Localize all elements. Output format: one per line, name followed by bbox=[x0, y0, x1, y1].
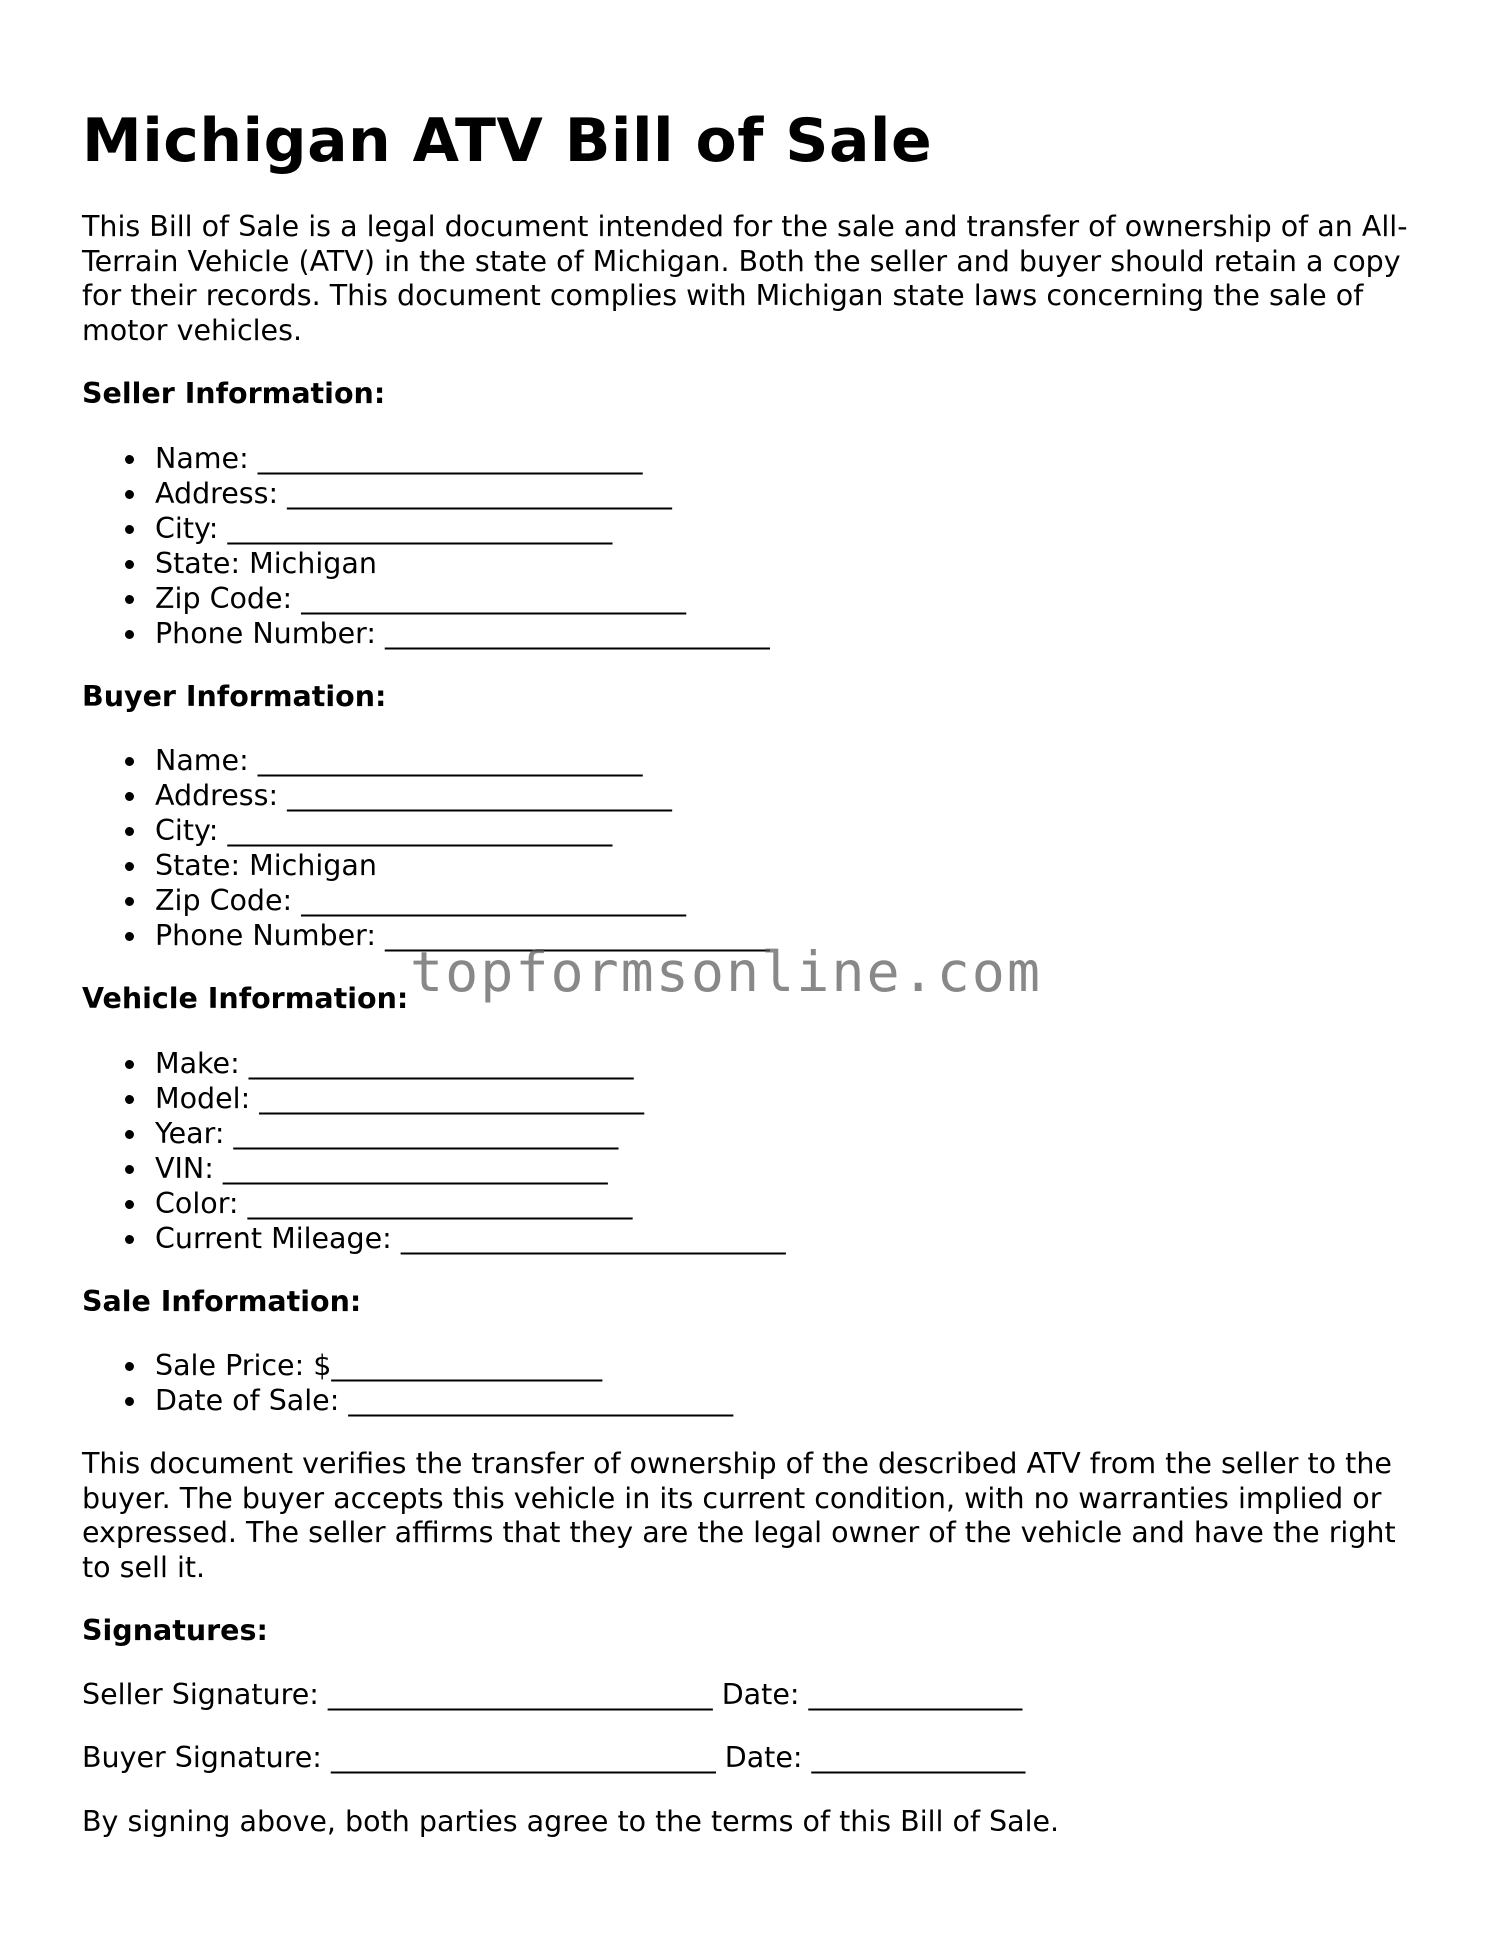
agreement-statement: By signing above, both parties agree to the terms of this Bill of Sale. bbox=[82, 1804, 1060, 1838]
vehicle-heading: Vehicle Information: bbox=[82, 982, 409, 1015]
seller-list bbox=[82, 441, 1422, 651]
sale-date-field: Date of Sale: ___________________________ bbox=[82, 1383, 1422, 1418]
seller-heading: Seller Information: bbox=[82, 377, 386, 410]
sale-heading: Sale Information: bbox=[82, 1284, 362, 1318]
document-page bbox=[82, 98, 1422, 1839]
seller-phone-field: Phone Number: ___________________________ bbox=[82, 616, 1422, 651]
seller-address-field: Address: ___________________________ bbox=[82, 476, 1422, 511]
vehicle-make-field: Make: ___________________________ bbox=[82, 1046, 1422, 1081]
intro-paragraph: This Bill of Sale is a legal document intended for the sale and transfer of ownership of an All-Terrain Vehicle (ATV) in the state of Michigan. Both the seller and buyer should retain a copy for their records. This document complies with Michigan state laws concerning the sale of motor vehicles. bbox=[82, 210, 1408, 347]
seller-state-field: State: Michigan bbox=[82, 546, 1422, 581]
vehicle-list bbox=[82, 1046, 1422, 1256]
buyer-state-field: State: Michigan bbox=[82, 848, 1422, 883]
buyer-name-field: Name: ___________________________ bbox=[82, 743, 1422, 778]
seller-name-field: Name: ___________________________ bbox=[82, 441, 1422, 476]
buyer-signature-line: Buyer Signature: ___________________________ Date: _______________ bbox=[82, 1741, 1026, 1774]
buyer-list bbox=[82, 743, 1422, 953]
closing-paragraph: This document verifies the transfer of ownership of the described ATV from the seller to the buyer. The buyer accepts this vehicle in its current condition, with no warranties implied or expressed. The seller affirms that they are the legal owner of the vehicle and have the right to sell it. bbox=[82, 1447, 1396, 1584]
buyer-city-field: City: ___________________________ bbox=[82, 813, 1422, 848]
document-title: Michigan ATV Bill of Sale bbox=[82, 106, 933, 176]
buyer-heading: Buyer Information: bbox=[82, 679, 387, 713]
sale-list bbox=[82, 1348, 1422, 1418]
vehicle-vin-field: VIN: ___________________________ bbox=[82, 1151, 1422, 1186]
watermark-text: topformsonline.com bbox=[410, 940, 1043, 1004]
sale-price-field: Sale Price: $___________________ bbox=[82, 1348, 1422, 1383]
vehicle-year-field: Year: ___________________________ bbox=[82, 1116, 1422, 1151]
seller-zip-field: Zip Code: ___________________________ bbox=[82, 581, 1422, 616]
vehicle-color-field: Color: ___________________________ bbox=[82, 1186, 1422, 1221]
seller-city-field: City: ___________________________ bbox=[82, 511, 1422, 546]
seller-signature-line: Seller Signature: ___________________________ Date: _______________ bbox=[82, 1677, 1023, 1711]
signatures-heading: Signatures: bbox=[82, 1614, 268, 1647]
vehicle-mileage-field: Current Mileage: ___________________________ bbox=[82, 1221, 1422, 1256]
buyer-zip-field: Zip Code: ___________________________ bbox=[82, 883, 1422, 918]
buyer-phone-field: Phone Number: ___________________________ bbox=[82, 918, 1422, 953]
vehicle-model-field: Model: ___________________________ bbox=[82, 1081, 1422, 1116]
buyer-address-field: Address: ___________________________ bbox=[82, 778, 1422, 813]
